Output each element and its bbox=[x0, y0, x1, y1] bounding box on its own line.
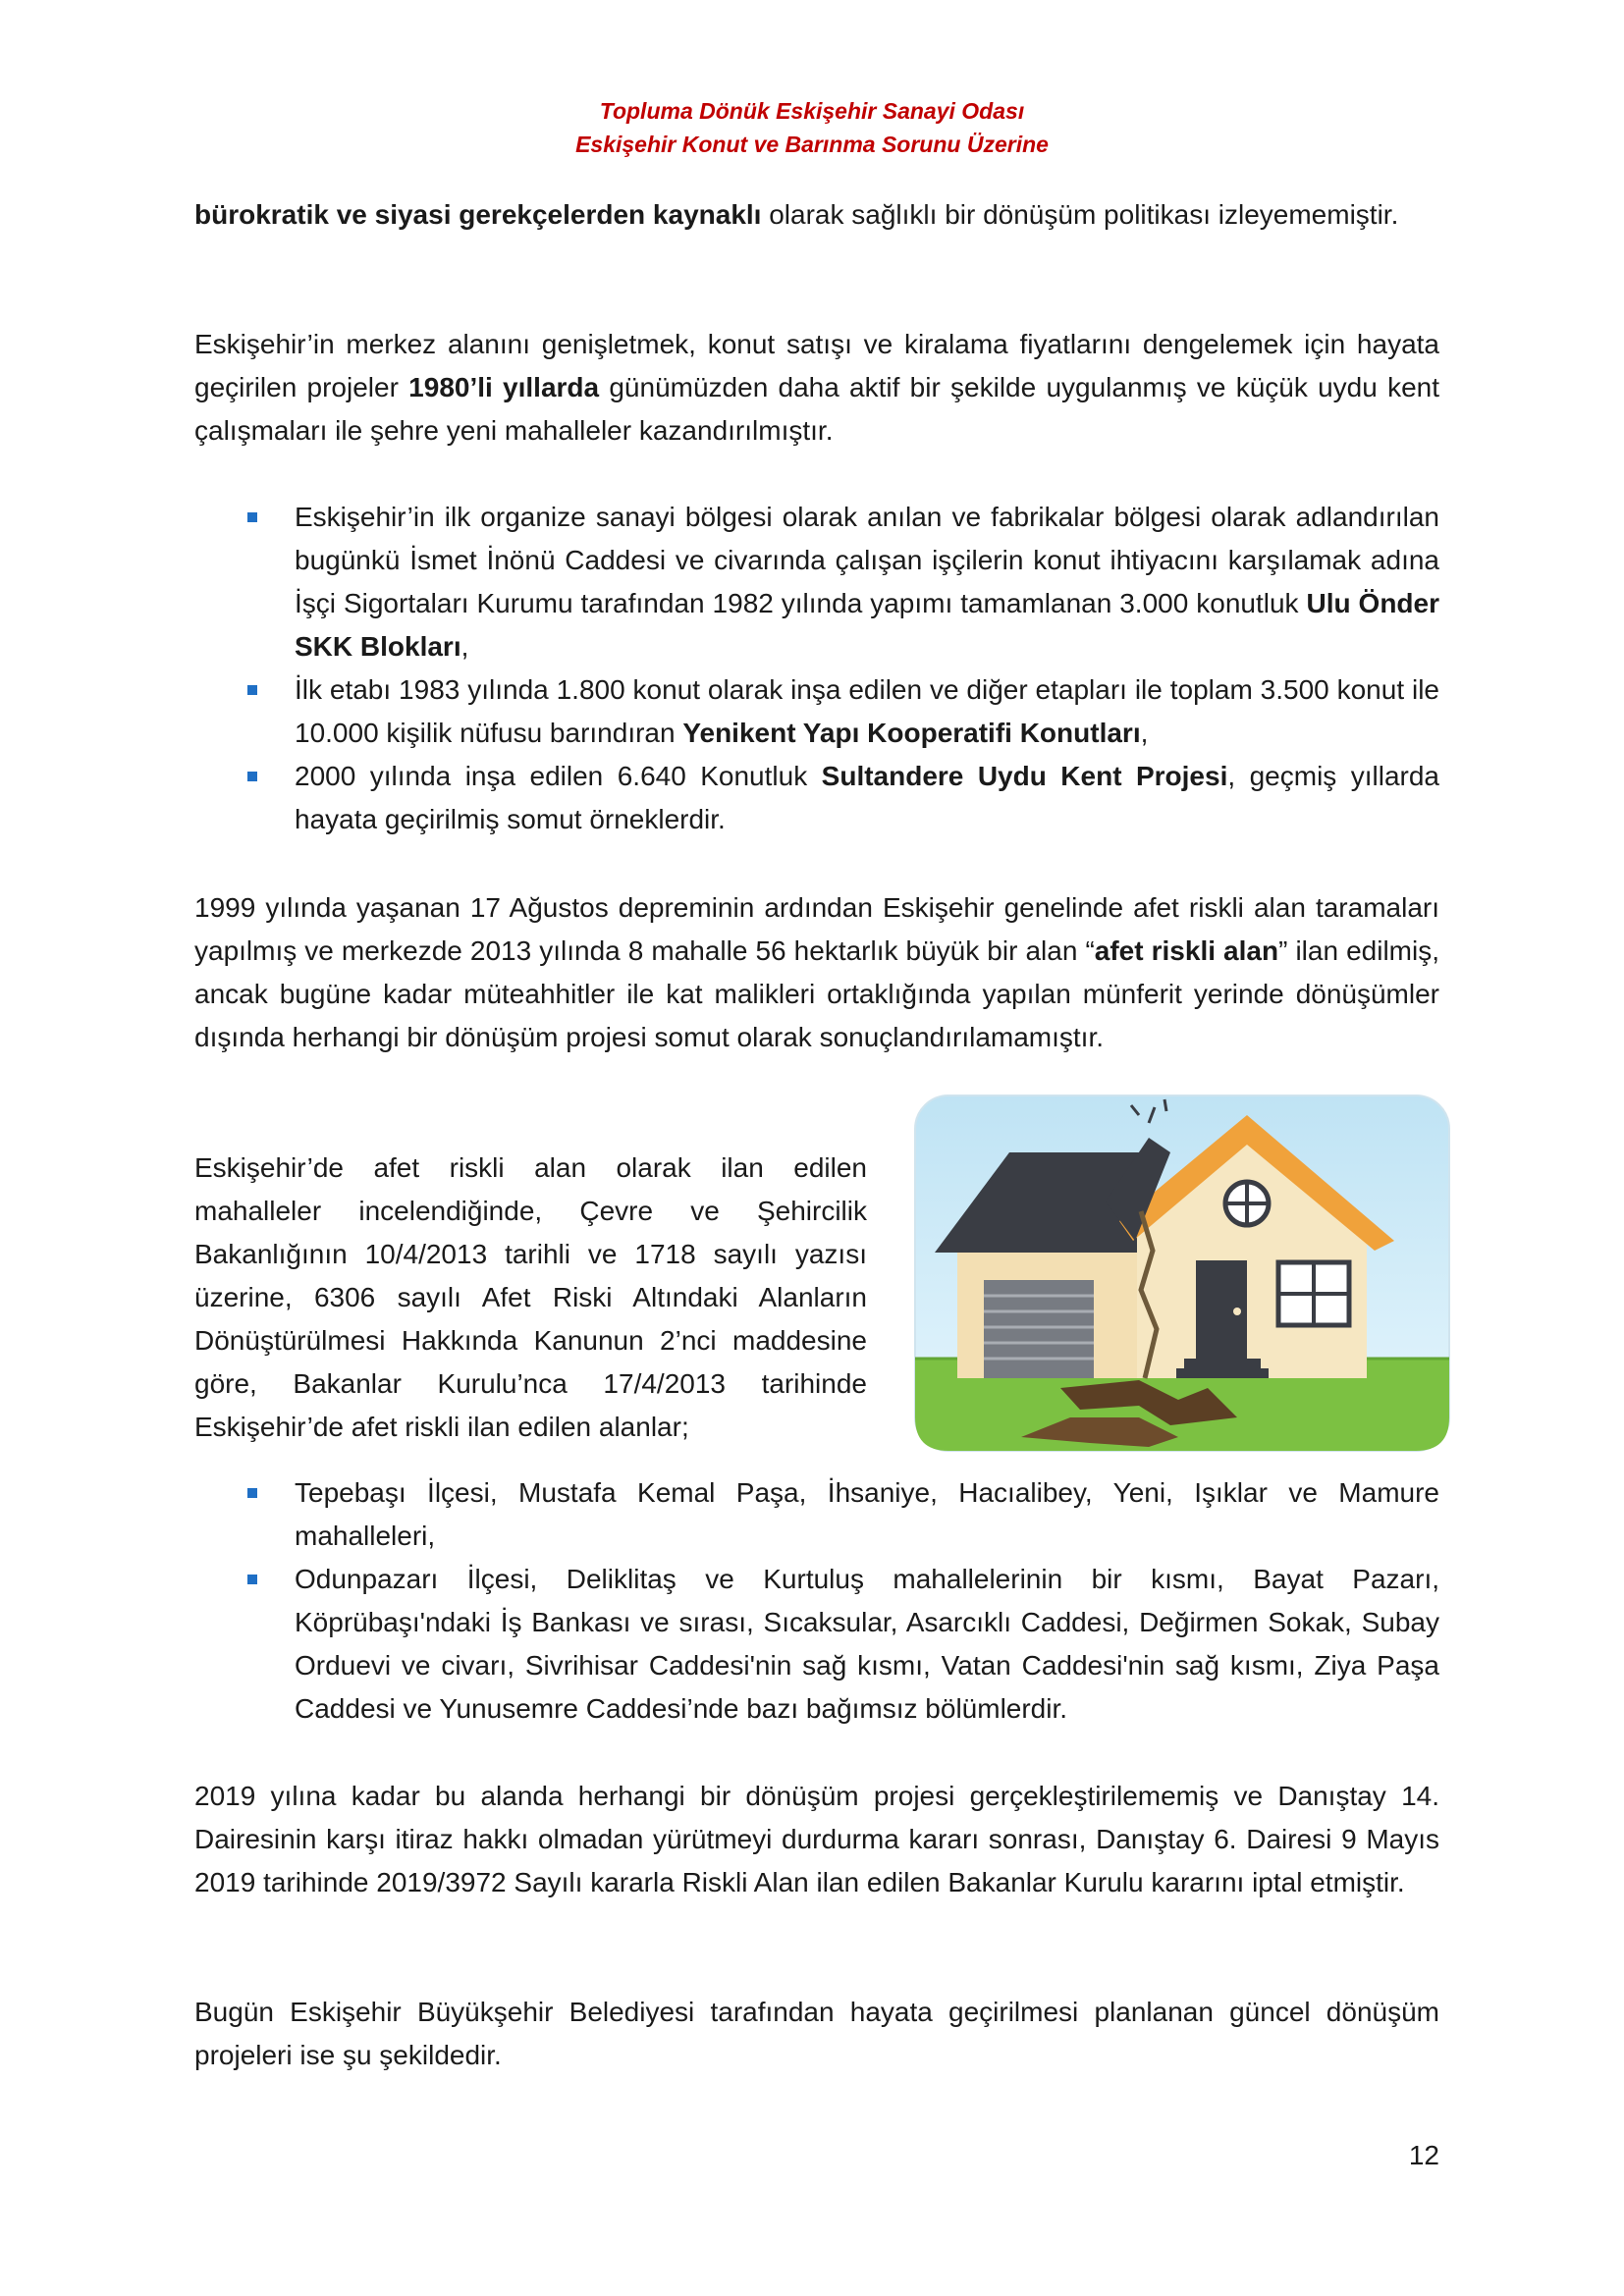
text-run: olarak sağlıklı bir dönüşüm politikası izleyememiştir. bbox=[761, 199, 1399, 230]
text-run: günümüzden daha aktif bir şekilde uygulanmış ve küçük uydu kent çalışmaları ile şehre yeni mahalleler kazandırılmıştır. bbox=[194, 372, 1439, 446]
project-list bbox=[194, 496, 1439, 841]
paragraph-3 bbox=[194, 886, 1439, 1059]
list-item: İlk etabı 1983 yılında 1.800 konut olarak inşa edilen ve diğer etapları ile toplam 3.500 konut ile 10.000 kişilik nüfusu barındıran Yenikent Yapı Kooperatifi Konutları, bbox=[194, 668, 1439, 755]
text-run: Eskişehir’in merkez alanını genişletmek, konut satışı ve kiralama fiyatlarını dengelemek için hayata geçirilen projeler bbox=[194, 329, 1439, 402]
bold-phrase: 1980’li yıllarda bbox=[408, 372, 600, 402]
paragraph-4: Eskişehir’de afet riskli alan olarak ilan edilen mahalleler incelendiğinde, Çevre ve Şehircilik Bakanlığının 10/4/2013 tarihli ve 1718 sayılı yazısı üzerine, 6306 sayılı Afet Riski Altındaki Alanların Dönüştürülmesi Hakkında Kanunun 2’nci maddesine göre, Bakanlar Kurulu’nca 17/4/2013 tarihinde Eskişehir’de afet riskli ilan edilen alanlar; bbox=[194, 1152, 867, 1442]
list-item: Odunpazarı İlçesi, Deliklitaş ve Kurtuluş mahallelerinin bir kısmı, Bayat Pazarı, Köprübaşı'ndaki İş Bankası ve sırası, Sıcaksular, Asarcıklı Caddesi, Değirmen Sokak, Subay Orduevi ve civarı, Sivrihisar Caddesi'nin sağ kısmı, Vatan Caddesi'nin sağ kısmı, Ziya Paşa Caddesi ve Yunusemre Caddesi’nde bazı bağımsız bölümlerdir. bbox=[194, 1558, 1439, 1731]
cracked-house-icon bbox=[913, 1094, 1451, 1453]
list-item: Tepebaşı İlçesi, Mustafa Kemal Paşa, İhsaniye, Hacıalibey, Yeni, Işıklar ve Mamure mahalleleri, bbox=[194, 1471, 1439, 1558]
header-line-1: Topluma Dönük Eskişehir Sanayi Odası bbox=[599, 98, 1025, 124]
paragraph-2 bbox=[194, 323, 1439, 453]
page-number: 12 bbox=[1408, 2140, 1439, 2170]
text-run: ” ilan edilmiş, ancak bugüne kadar müteahhitler ile kat malikleri ortaklığında yapılan münferit yerinde dönüşümler dışında herhangi bir dönüşüm projesi somut olarak sonuçlandırılamamıştır. bbox=[194, 935, 1439, 1052]
list-item: 2000 yılında inşa edilen 6.640 Konutluk Sultandere Uydu Kent Projesi, geçmiş yıllarda hayata geçirilmiş somut örneklerdir. bbox=[194, 755, 1439, 841]
bold-phrase: bürokratik ve siyasi gerekçelerden kaynaklı bbox=[194, 199, 762, 230]
bold-phrase: afet riskli alan bbox=[1094, 935, 1279, 966]
risk-area-list bbox=[194, 1471, 1439, 1731]
header-line-2: Eskişehir Konut ve Barınma Sorunu Üzerine bbox=[575, 132, 1049, 157]
page-header bbox=[0, 94, 1624, 161]
text-run: 1999 yılında yaşanan 17 Ağustos depreminin ardından Eskişehir genelinde afet riskli alan taramaları yapılmış ve merkezde 2013 yılında 8 mahalle 56 hektarlık büyük bir alan “ bbox=[194, 892, 1439, 966]
paragraph-6: Bugün Eskişehir Büyükşehir Belediyesi tarafından hayata geçirilmesi planlanan güncel dönüşüm projeleri ise şu şekildedir. bbox=[194, 1997, 1439, 2070]
earthquake-house-image bbox=[913, 1094, 1451, 1453]
paragraph-5: 2019 yılına kadar bu alanda herhangi bir dönüşüm projesi gerçekleştirilememiş ve Danıştay 14. Dairesinin karşı itiraz hakkı olmadan yürütmeyi durdurma kararı sonrası, Danıştay 6. Dairesi 9 Mayıs 2019 tarihinde 2019/3972 Sayılı kararla Riskli Alan ilan edilen Bakanlar Kurulu kararını iptal etmiştir. bbox=[194, 1781, 1439, 1897]
paragraph-1 bbox=[194, 193, 1439, 237]
list-item: Eskişehir’in ilk organize sanayi bölgesi olarak anılan ve fabrikalar bölgesi olarak adlandırılan bugünkü İsmet İnönü Caddesi ve civarında çalışan işçilerin konut ihtiyacını karşılamak adına İşçi Sigortaları Kurumu tarafından 1982 yılında yapımı tamamlanan 3.000 konutluk Ulu Önder SKK Blokları, bbox=[194, 496, 1439, 668]
